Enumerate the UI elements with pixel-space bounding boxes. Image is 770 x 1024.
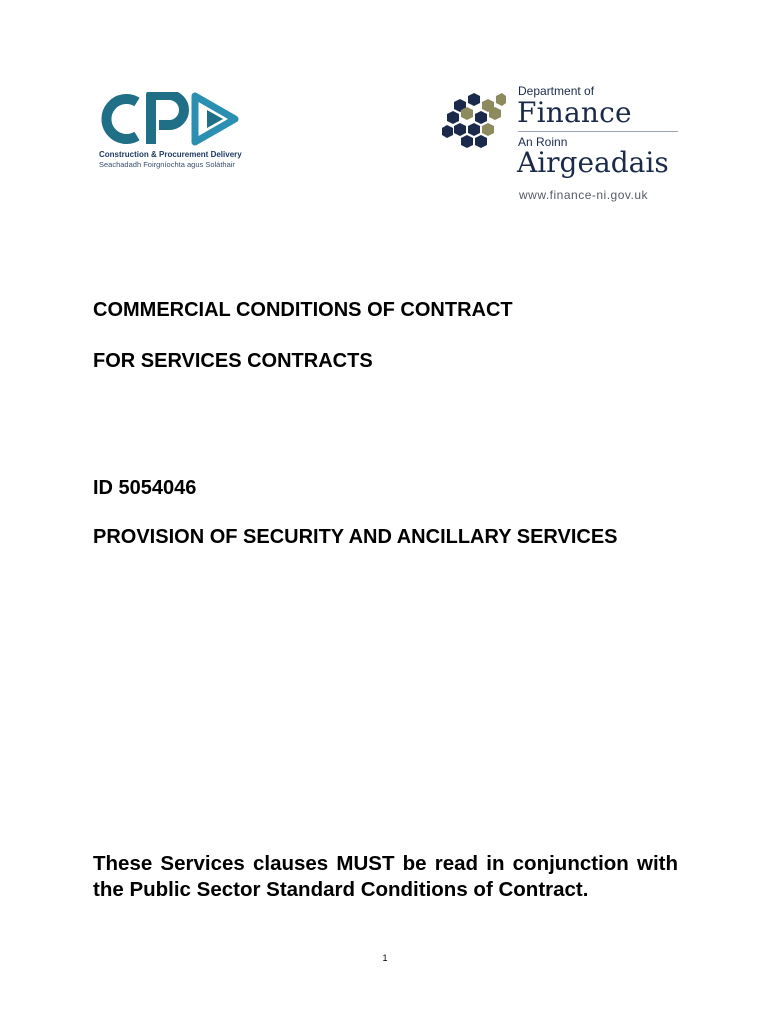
cpd-logo-mark — [97, 92, 242, 146]
dof-logo-finance: Finance — [517, 96, 632, 129]
cpd-logo-line2: Seachadadh Foirgníochta agus Soláthair — [99, 160, 235, 169]
dof-logo-an-roinn: An Roinn — [518, 135, 568, 149]
dof-logo-url: www.finance-ni.gov.uk — [519, 188, 648, 202]
document-title-line2: FOR SERVICES CONTRACTS — [93, 350, 373, 372]
read-in-conjunction-notice: These Services clauses MUST be read in conjunction with the Public Sector Standard Conditions of Contract. — [93, 852, 678, 901]
project-title: PROVISION OF SECURITY AND ANCILLARY SERVICES — [93, 526, 618, 548]
contract-id: ID 5054046 — [93, 477, 197, 499]
dof-logo — [442, 82, 682, 212]
document-title-line1: COMMERCIAL CONDITIONS OF CONTRACT — [93, 299, 513, 321]
hexagon-cluster-icon — [442, 88, 506, 148]
dof-logo-airgeadais: Airgeadais — [517, 146, 669, 179]
dof-logo-divider — [518, 131, 678, 132]
cpd-logo — [97, 92, 247, 172]
page-number: 1 — [382, 953, 388, 963]
cpd-logo-line1: Construction & Procurement Delivery — [99, 150, 242, 159]
dof-logo-department-of: Department of — [518, 84, 595, 98]
